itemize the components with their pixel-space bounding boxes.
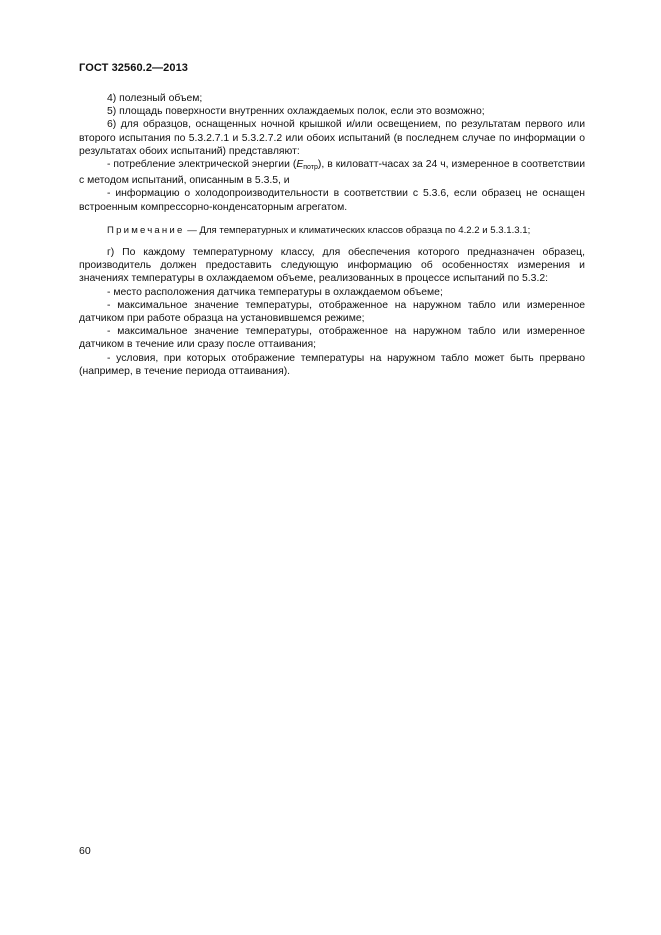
list-item-5: 5) площадь поверхности внутренних охлаждаемых полок, если это возможно; xyxy=(107,106,485,118)
page-number: 60 xyxy=(79,845,91,857)
note xyxy=(79,224,585,237)
bullet-cooling-capacity: - информацию о холодопроизводительности в соответствии с 5.3.6, если образец не оснащен встроенным компрессорно-конденсаторным агрегатом. xyxy=(79,188,585,213)
document-code: ГОСТ 32560.2—2013 xyxy=(79,62,189,74)
bullet-energy-consumption xyxy=(79,158,585,187)
main-content xyxy=(79,92,585,378)
section-g-bullet-1: - место расположения датчика температуры в охлаждаемом объеме; xyxy=(107,286,443,298)
section-g-bullet-3: - максимальное значение температуры, отображенное на наружном табло или измеренное датчиком в течение или сразу после оттаивания; xyxy=(79,326,585,351)
section-g-bullet-4: - условия, при которых отображение температуры на наружном табло может быть прервано (например, в течение периода оттаивания). xyxy=(79,352,585,377)
bullet-energy-start: - потребление электрической энергии ( xyxy=(107,159,297,171)
section-g-bullet-2: - максимальное значение температуры, отображенное на наружном табло или измеренное датчиком при работе образца на установившемся режиме; xyxy=(79,299,585,325)
energy-subscript: потр xyxy=(303,164,318,172)
list-item-4: 4) полезный объем; xyxy=(107,93,203,104)
note-text: — Для температурных и климатических классов образца по 4.2.2 и 5.3.1.3.1; xyxy=(184,224,531,236)
bullet-energy-end: ), в киловатт-часах за 24 ч, измеренное в соответствии с методом испытаний, описанным в 5.3.5, и xyxy=(79,159,585,187)
section-g-intro: г) По каждому температурному классу, для обеспечения которого предназначен образец, производитель должен предоставить следующую информацию об особенностях измерения и значениях температуры в охлаждаемом объеме, реализованных в процессе испытаний по 5.3.2: xyxy=(79,247,585,285)
note-label: Примечание xyxy=(107,224,185,236)
energy-symbol: E xyxy=(296,159,304,171)
list-item-6: 6) для образцов, оснащенных ночной крышкой и/или освещением, по результатам первого или второго испытания по 5.3.2.7.1 и 5.3.2.7.2 или обоих испытаний (в последнем случае по информации о результатах обоих испытаний) представляют: xyxy=(79,119,585,157)
